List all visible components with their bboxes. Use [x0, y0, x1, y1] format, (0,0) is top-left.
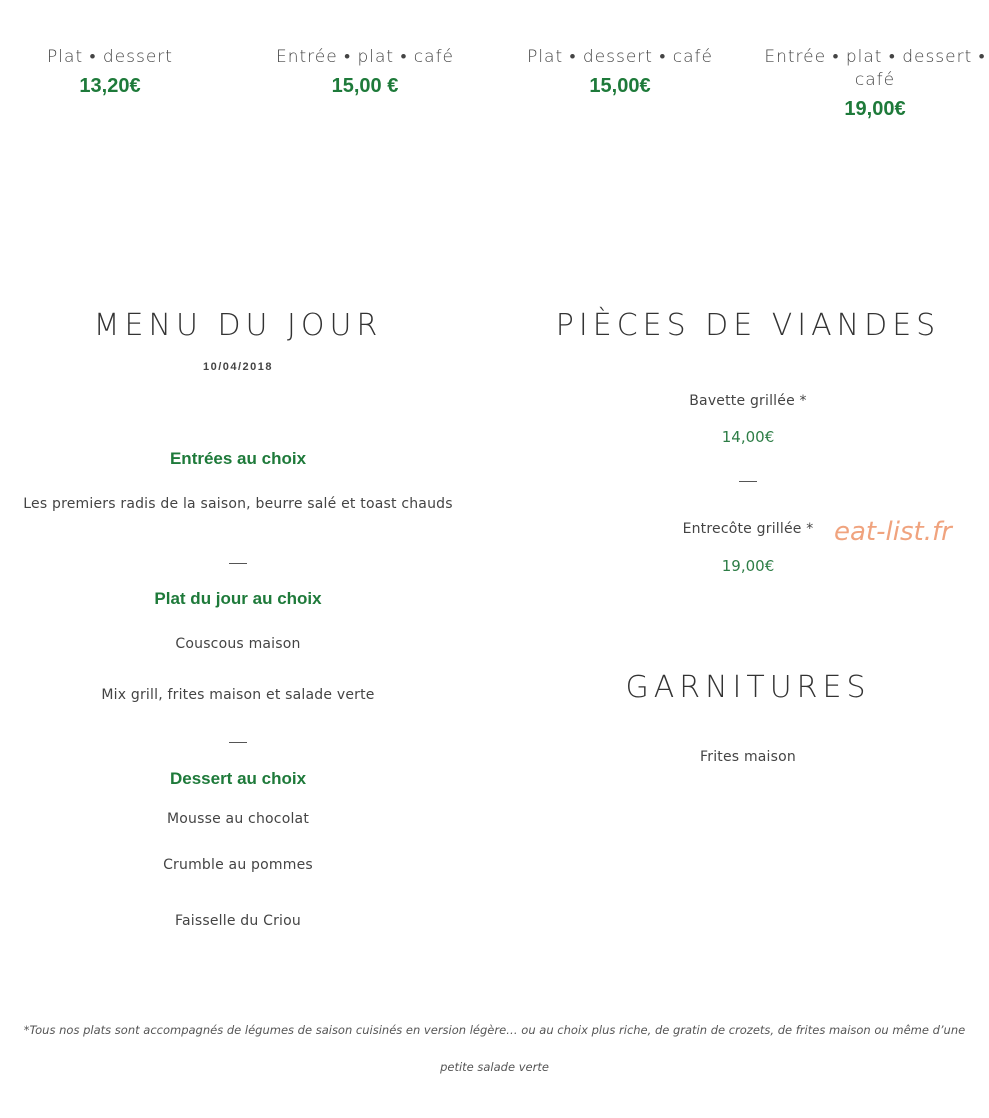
formula-price: 15,00€ — [589, 75, 651, 97]
separator — [229, 563, 247, 564]
menu-du-jour-title: MENU DU JOUR — [93, 308, 383, 343]
meat-item-name: Bavette grillée * — [689, 393, 807, 409]
footnote-line-1: *Tous nos plats sont accompagnés de légumes de saison cuisinés en version légère… ou au choix plus riche, de gratin de crozets, de frites maison ou même d’une — [23, 1023, 966, 1037]
meat-item-name: Entrecôte grillée * — [682, 521, 814, 537]
garniture-item: Frites maison — [700, 749, 796, 765]
desserts-title: Dessert au choix — [169, 769, 307, 788]
footnote-line-2: petite salade verte — [440, 1060, 549, 1074]
formula-entree-plat-cafe — [245, 46, 485, 98]
dessert-item: Faisselle du Criou — [175, 913, 301, 929]
formula-label: Plat • dessert — [47, 47, 173, 67]
formula-label: Entrée • plat • café — [275, 47, 455, 67]
pieces-de-viandes-title: PIÈCES DE VIANDES — [555, 308, 941, 343]
separator — [739, 481, 757, 482]
plat-item: Mix grill, frites maison et salade verte — [101, 687, 375, 703]
entree-item: Les premiers radis de la saison, beurre salé et toast chauds — [23, 496, 453, 512]
meat-item-price: 14,00€ — [721, 428, 775, 446]
plat-item: Couscous maison — [175, 636, 301, 652]
formula-plat-dessert-cafe — [500, 46, 740, 98]
formula-plat-dessert — [0, 46, 230, 98]
watermark-logo: eat-list.fr — [834, 517, 952, 547]
dessert-item: Mousse au chocolat — [166, 811, 310, 827]
garnitures-title: GARNITURES — [625, 670, 871, 705]
formula-price: 13,20€ — [79, 75, 141, 97]
formula-entree-plat-dessert-cafe — [760, 46, 989, 121]
formula-label: Entrée • plat • dessert • café — [764, 47, 986, 90]
formula-price: 15,00 € — [331, 75, 399, 97]
dessert-item: Crumble au pommes — [163, 857, 313, 873]
meat-item-price: 19,00€ — [721, 557, 775, 575]
separator — [229, 742, 247, 743]
plats-title: Plat du jour au choix — [154, 589, 322, 608]
entrees-title: Entrées au choix — [169, 449, 307, 468]
menu-date: 10/04/2018 — [202, 361, 274, 373]
formula-label: Plat • dessert • café — [527, 47, 713, 67]
formula-price: 19,00€ — [844, 98, 906, 120]
